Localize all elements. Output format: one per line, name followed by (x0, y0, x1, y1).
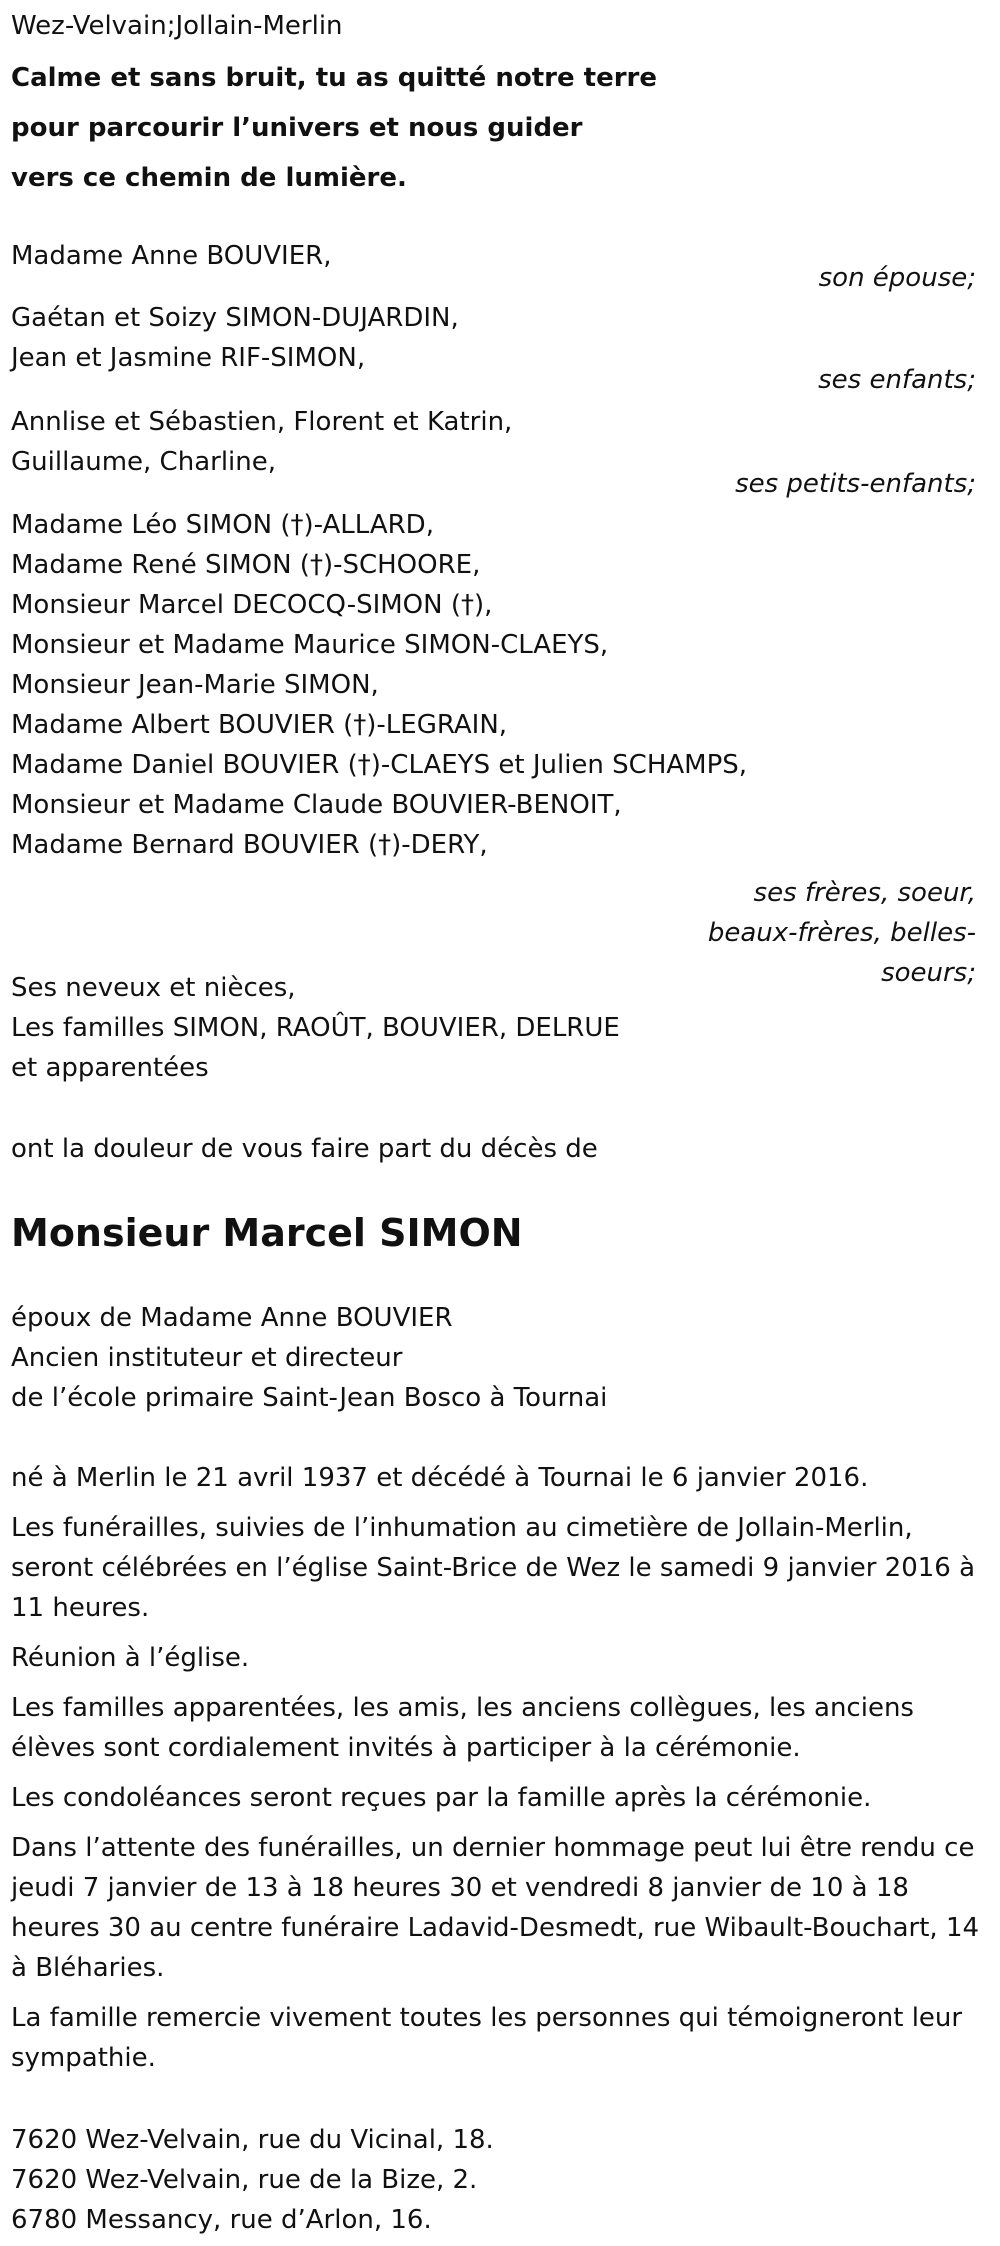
child-name: Jean et Jasmine RIF-SIMON, (11, 343, 366, 373)
paragraphs (0, 1458, 996, 2078)
announcement: ont la douleur de vous faire part du décès de (11, 1134, 598, 1164)
child-name: Gaétan et Soizy SIMON-DUJARDIN, (11, 303, 459, 333)
deceased-name: Monsieur Marcel SIMON (11, 1211, 523, 1255)
sibling-name: Monsieur et Madame Claude BOUVIER-BENOIT, (11, 790, 622, 820)
poem-line: vers ce chemin de lumière. (11, 163, 407, 193)
spouse-relation: son épouse; (818, 263, 976, 293)
paragraph: Réunion à l’église. (11, 1643, 250, 1673)
deceased-detail: Ancien instituteur et directeur (11, 1343, 403, 1373)
paragraph: Les condoléances seront reçues par la famille après la cérémonie. (11, 1783, 872, 1813)
address: 7620 Wez-Velvain, rue du Vicinal, 18. (11, 2125, 494, 2155)
grandchild-name: Annlise et Sébastien, Florent et Katrin, (11, 407, 513, 437)
sibling-name: Monsieur Marcel DECOCQ-SIMON (†), (11, 590, 493, 620)
siblings-relation: soeurs; (881, 958, 976, 988)
children-block (0, 298, 984, 400)
grandchild-name: Guillaume, Charline, (11, 447, 277, 477)
sibling-name: Monsieur et Madame Maurice SIMON-CLAEYS, (11, 630, 609, 660)
children-relation: ses enfants; (818, 365, 976, 395)
deceased-details (0, 1298, 607, 1418)
announcement-block (0, 1129, 598, 1169)
siblings-relation: beaux-frères, belles- (707, 918, 976, 948)
address: 7620 Wez-Velvain, rue de la Bize, 2. (11, 2165, 478, 2195)
sibling-name: Madame Daniel BOUVIER (†)-CLAEYS et Julien SCHAMPS, (11, 750, 748, 780)
paragraph: Dans l’attente des funérailles, un dernier hommage peut lui être rendu ce jeudi 7 janvier de 13 à 18 heures 30 et vendredi 8 janvier de 10 à 18 heures 30 au centre funéraire Ladavid-Desmedt, rue Wibault-Bouchart, 14 à Bléharies. (11, 1833, 980, 1983)
sibling-name: Madame Albert BOUVIER (†)-LEGRAIN, (11, 710, 508, 740)
address: 6780 Messancy, rue d’Arlon, 16. (11, 2205, 432, 2235)
siblings-block (0, 505, 984, 993)
poem (0, 53, 657, 203)
sibling-name: Madame Léo SIMON (†)-ALLARD, (11, 510, 434, 540)
header (0, 6, 343, 46)
poem-line: Calme et sans bruit, tu as quitté notre terre (11, 63, 657, 93)
location: Wez-Velvain;Jollain-Merlin (11, 11, 343, 41)
other-family: Ses neveux et nièces, (11, 973, 296, 1003)
poem-line: pour parcourir l’univers et nous guider (11, 113, 583, 143)
siblings-relation: ses frères, soeur, (753, 878, 976, 908)
paragraph: Les funérailles, suivies de l’inhumation au cimetière de Jollain-Merlin, seront célébrées en l’église Saint-Brice de Wez le samedi 9 janvier 2016 à 11 heures. (11, 1513, 976, 1623)
other-family: Les familles SIMON, RAOÛT, BOUVIER, DELRUE (11, 1013, 620, 1043)
sibling-name: Monsieur Jean-Marie SIMON, (11, 670, 379, 700)
others-block (0, 968, 620, 1088)
deceased-block (0, 1207, 523, 1259)
other-family: et apparentées (11, 1053, 209, 1083)
grandchildren-block (0, 402, 984, 504)
spouse-block (0, 236, 984, 298)
grandchildren-relation: ses petits-enfants; (735, 469, 976, 499)
deceased-detail: de l’école primaire Saint-Jean Bosco à Tournai (11, 1383, 608, 1413)
addresses (0, 2120, 494, 2240)
paragraph: La famille remercie vivement toutes les personnes qui témoigneront leur sympathie. (11, 2003, 963, 2073)
spouse-name: Madame Anne BOUVIER, (11, 241, 332, 271)
sibling-name: Madame Bernard BOUVIER (†)-DERY, (11, 830, 488, 860)
paragraph: né à Merlin le 21 avril 1937 et décédé à Tournai le 6 janvier 2016. (11, 1463, 869, 1493)
paragraph: Les familles apparentées, les amis, les anciens collègues, les anciens élèves sont cordialement invités à participer à la cérémonie. (11, 1693, 914, 1763)
deceased-detail: époux de Madame Anne BOUVIER (11, 1303, 453, 1333)
sibling-name: Madame René SIMON (†)-SCHOORE, (11, 550, 481, 580)
